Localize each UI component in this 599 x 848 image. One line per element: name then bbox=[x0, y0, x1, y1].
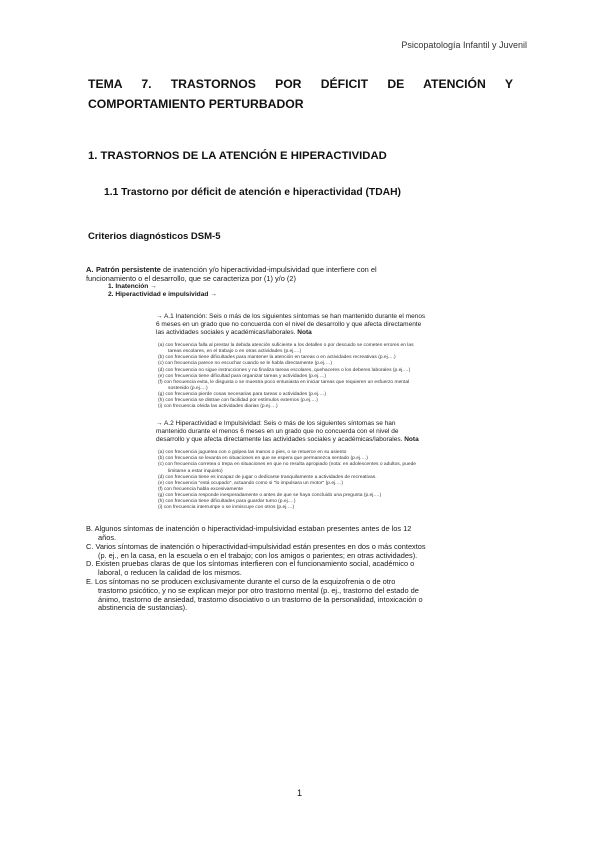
criteria-item: (b) con frecuencia tiene dificultades para mantener la atención en tareas o en actividades recreativas (p.ej.…) bbox=[158, 355, 396, 361]
criteria-item: (f) con frecuencia evita, le disgusta o se muestra poco entusiasta en iniciar tareas que requieren un esfuerzo mental sostenido (p.ej.…) bbox=[158, 379, 410, 391]
criterion-b: B. Algunos síntomas de inatención o hiperactividad-impulsividad estaban presentes antes de los 12 años. bbox=[86, 524, 412, 542]
criterion-a-label: A. bbox=[86, 265, 94, 274]
criteria-item: (f) con frecuencia habla excesivamente bbox=[158, 486, 244, 492]
page-header: Psicopatología Infantil y Juvenil bbox=[401, 40, 527, 50]
criterion-a-text: de inatención y/o hiperactividad-impulsividad que interfiere con el funcionamiento o el desarrollo, que se caracteriza por (1) y/o (2) bbox=[86, 265, 377, 283]
chapter-title-line1: TEMA 7. TRASTORNOS POR DÉFICIT DE ATENCIÓN Y bbox=[88, 77, 513, 91]
criterion-a2: 2. Hiperactividad e impulsividad → bbox=[108, 291, 217, 299]
criteria-item: (e) con frecuencia tiene dificultad para organizar tareas y actividades (p.ej.…) bbox=[158, 373, 326, 379]
criteria-item: (d) con frecuencia tiene es incapaz de jugar o dedicarse tranquilamente a actividades de recreativas. bbox=[158, 474, 377, 480]
criterion-a bbox=[86, 266, 426, 283]
criteria-item: (h) con frecuencia tiene dificultades para guardar turno (p.ej.…) bbox=[158, 498, 296, 504]
criterion-c: C. Varios síntomas de inatención o hiperactividad-impulsividad están presentes en dos o más contextos (p. ej., en la casa, en la escuela o en el trabajo; con los amigos o parientes; en otras actividades). bbox=[86, 541, 426, 560]
criteria-item: (d) con frecuencia no sigue instrucciones y no finaliza tareas escolares, quehaceres o los deberes laborales (p.ej.…) bbox=[158, 367, 411, 373]
criterion-a-bold: Patrón persistente bbox=[96, 265, 161, 274]
criteria-b-to-e bbox=[86, 525, 426, 613]
subsection-heading: 1.1 Trastorno por déficit de atención e hiperactividad (TDAH) bbox=[104, 187, 401, 198]
criteria-item: (e) con frecuencia "está ocupado", actuando como si "lo impulsara un motor" (p.ej.…) bbox=[158, 480, 343, 486]
criteria-item: (g) con frecuencia pierde cosas necesarias para tareas o actividades (p.ej.…) bbox=[158, 391, 326, 397]
inattention-block bbox=[156, 313, 426, 337]
inattention-lead: → A.1 Inatención: Seis o más de los siguientes síntomas se han mantenido durante el menos 6 meses en un grado que no concuerda con el nivel de desarrollo y que afecta directamente las actividades sociales y académicas/laborales. bbox=[156, 313, 426, 337]
inattention-items bbox=[158, 343, 426, 410]
criteria-item: (a) con frecuencia juguetea con o golpea las manos o pies, o se retuerce en su asiento bbox=[158, 450, 347, 456]
hyperactivity-items bbox=[158, 450, 426, 511]
criteria-heading: Criterios diagnósticos DSM-5 bbox=[88, 231, 221, 242]
page-number: 1 bbox=[296, 788, 302, 798]
hyperactivity-lead: → A.2 Hiperactividad e Impulsividad: Seis o más de los siguientes síntomas se han mantenido durante el menos 6 meses en un grado que no concuerda con el nivel de desarrollo y que afecta directamente las actividades sociales y académicas/laborales. bbox=[156, 420, 403, 444]
chapter-title-line2: COMPORTAMIENTO PERTURBADOR bbox=[88, 97, 304, 111]
section-heading: 1. TRASTORNOS DE LA ATENCIÓN E HIPERACTIVIDAD bbox=[88, 150, 387, 162]
chapter-title bbox=[88, 74, 513, 114]
criteria-item: (h) con frecuencia se distrae con facilidad por estímulos externos (p.ej.…) bbox=[158, 398, 318, 404]
inattention-note: Nota bbox=[297, 329, 312, 337]
criteria-item: (g) con frecuencia responde inesperadamente o antes de que se haya concluido una pregunta (p.ej.…) bbox=[158, 492, 382, 498]
criteria-item: (a) con frecuencia falla al prestar la debida atención suficiente a los detalles o por descuido se cometen errores en las tareas escolares, en el trabajo o en otras actividades (p.ej.…) bbox=[158, 343, 414, 355]
criteria-item: (c) con frecuencia corretea o trepa en situaciones en que no resulta apropiado (nota: en adolescentes o adultos, puede limitarse a estar inquieto) bbox=[158, 462, 417, 474]
criteria-item: (i) con frecuencia interrumpe o se inmiscuye con otros (p.ej.…) bbox=[158, 505, 295, 511]
criteria-item: (b) con frecuencia se levanta en situaciones en que se espera que permanezca sentado (p.ej.…) bbox=[158, 456, 368, 462]
criterion-a1: 1. Inatención → bbox=[108, 283, 157, 291]
criteria-item: (i) con frecuencia olvida las actividades diarias (p.ej.…) bbox=[158, 404, 278, 410]
criterion-e: E. Los síntomas no se producen exclusivamente durante el curso de la esquizofrenia o de otro trastorno psicótico, y no se explican mejor por otro trastorno mental (p. ej., trastorno del estado de ánimo, trastorno de ansiedad, trastorno disociativo o un trastorno de la personalidad, intoxicación o abstinencia de sustancias). bbox=[86, 576, 423, 613]
hyperactivity-block bbox=[156, 420, 426, 444]
criterion-d: D. Existen pruebas claras de que los síntomas interfieren con el funcionamiento social, académico o laboral, o reducen la calidad de los mismos. bbox=[86, 559, 415, 578]
criteria-item: (c) con frecuencia parece no escuchar cuando se le habla directamente (p.ej.…) bbox=[158, 361, 332, 367]
dsm5-criteria-figure bbox=[86, 266, 426, 613]
hyperactivity-note: Nota bbox=[404, 436, 419, 444]
